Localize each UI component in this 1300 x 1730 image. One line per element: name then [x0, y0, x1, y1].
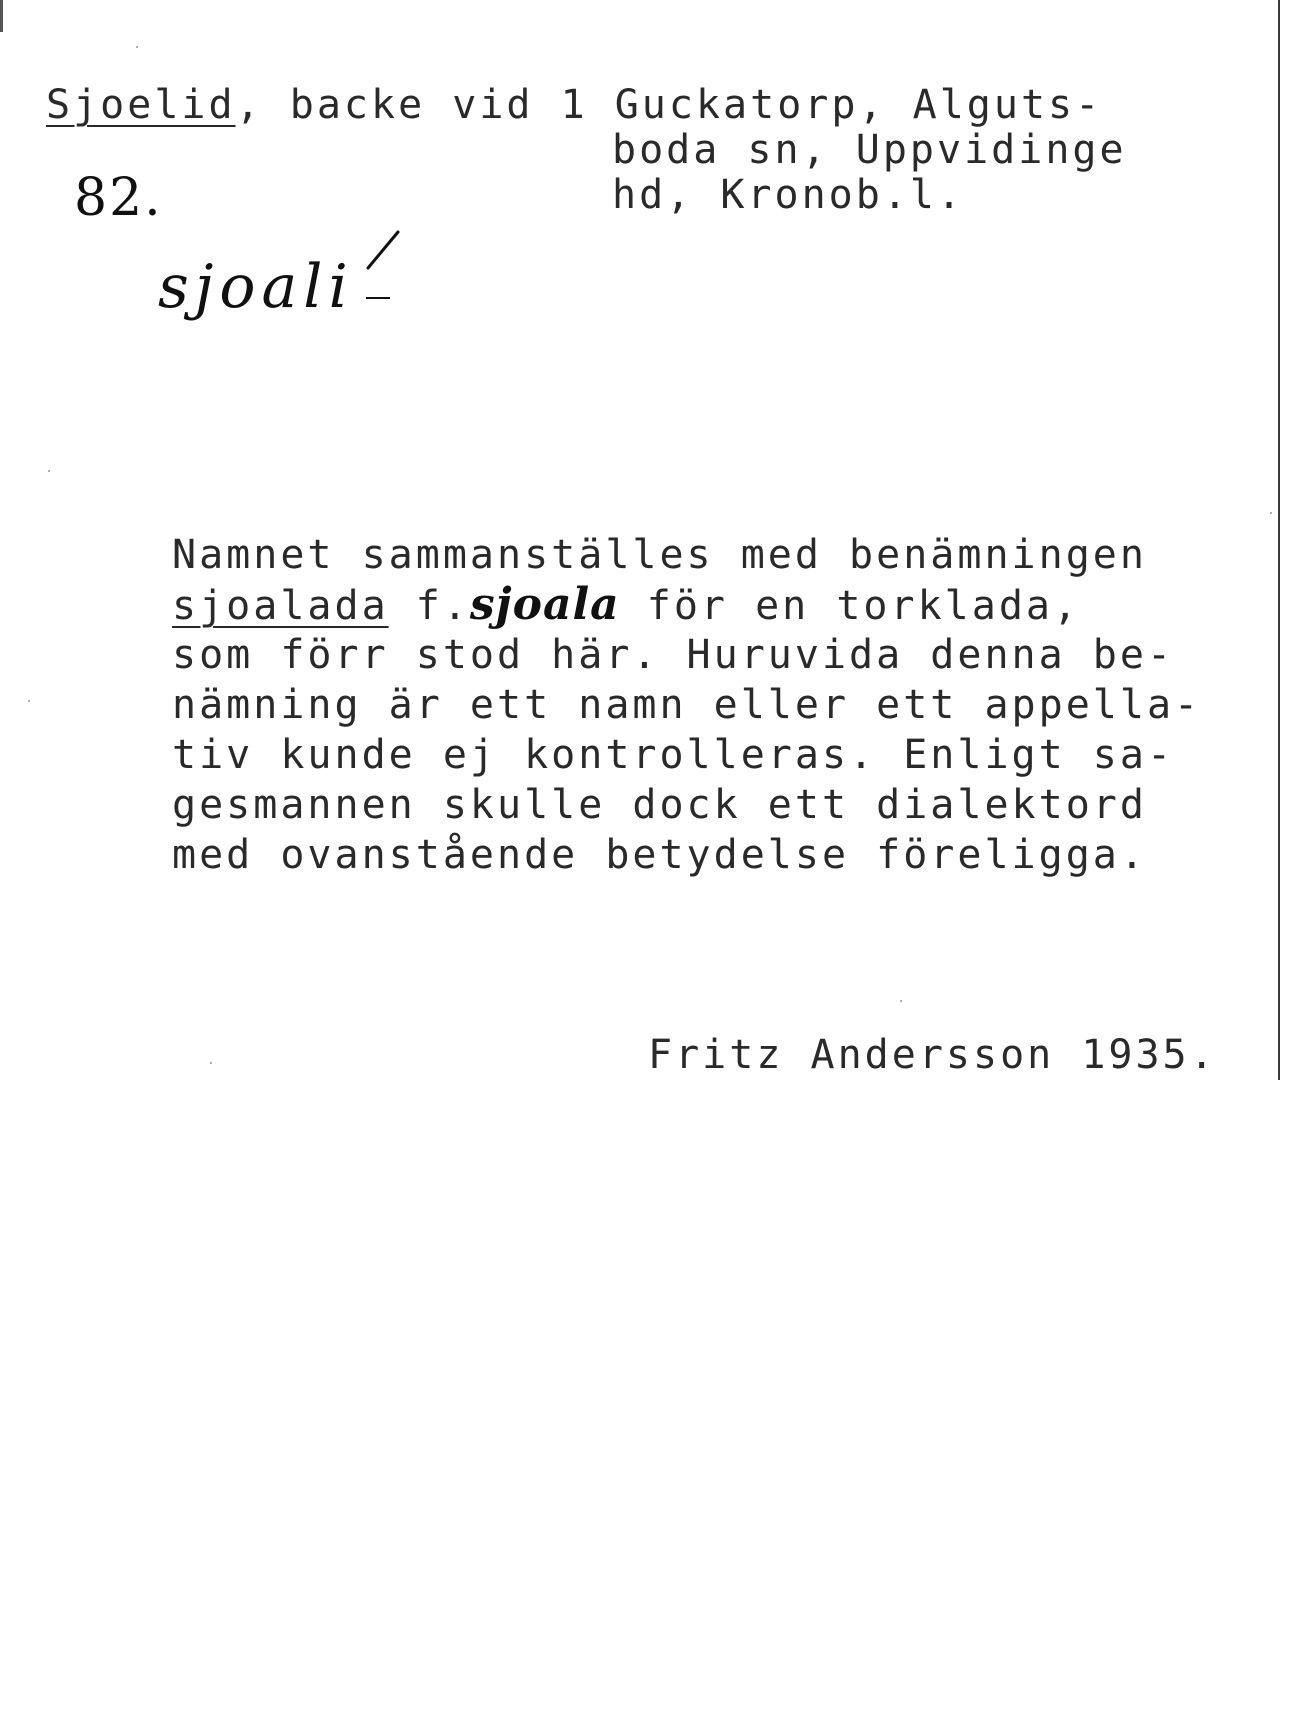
paper-speck: [210, 1062, 212, 1064]
body-line-4: nämning är ett namn eller ett appella-: [172, 682, 1202, 728]
paper-speck: [900, 1000, 902, 1002]
signature: Fritz Andersson 1935.: [648, 1032, 1217, 1078]
dialect-term: sjoalada: [172, 583, 389, 629]
handwritten-dialect-form: sjoala: [469, 579, 620, 630]
header-line-3: hd, Kronob.l.: [612, 172, 965, 218]
handwritten-pronunciation: sjoali: [158, 252, 354, 322]
header-line-2: boda sn, Uppvidinge: [612, 127, 1127, 173]
card-right-edge: [1278, 0, 1280, 1080]
headword: Sjoelid: [46, 82, 236, 128]
body-line-7: med ovanstående betydelse föreligga.: [172, 832, 1147, 878]
header-line-1: [46, 80, 1102, 130]
body-line-2-mid: f.: [388, 583, 470, 629]
body-line-2-rest: för en torklada,: [619, 583, 1081, 629]
handwritten-number: 82.: [74, 168, 163, 228]
pronunciation-accent-mark: [360, 228, 420, 308]
body-line-3: som förr stod här. Huruvida denna be-: [172, 632, 1175, 678]
left-edge-mark: [0, 0, 3, 32]
body-line-5: tiv kunde ej kontrolleras. Enligt sa-: [172, 732, 1175, 778]
body-line-2: [172, 580, 1080, 631]
paper-speck: [1270, 512, 1272, 514]
header-line-1-rest: , backe vid 1 Guckatorp, Alguts-: [235, 82, 1103, 128]
paper-speck: [136, 46, 138, 48]
paper-speck: [28, 700, 30, 702]
body-line-6: gesmannen skulle dock ett dialektord: [172, 782, 1147, 828]
body-line-1: Namnet sammanställes med benämningen: [172, 532, 1147, 578]
paper-speck: [48, 470, 50, 472]
